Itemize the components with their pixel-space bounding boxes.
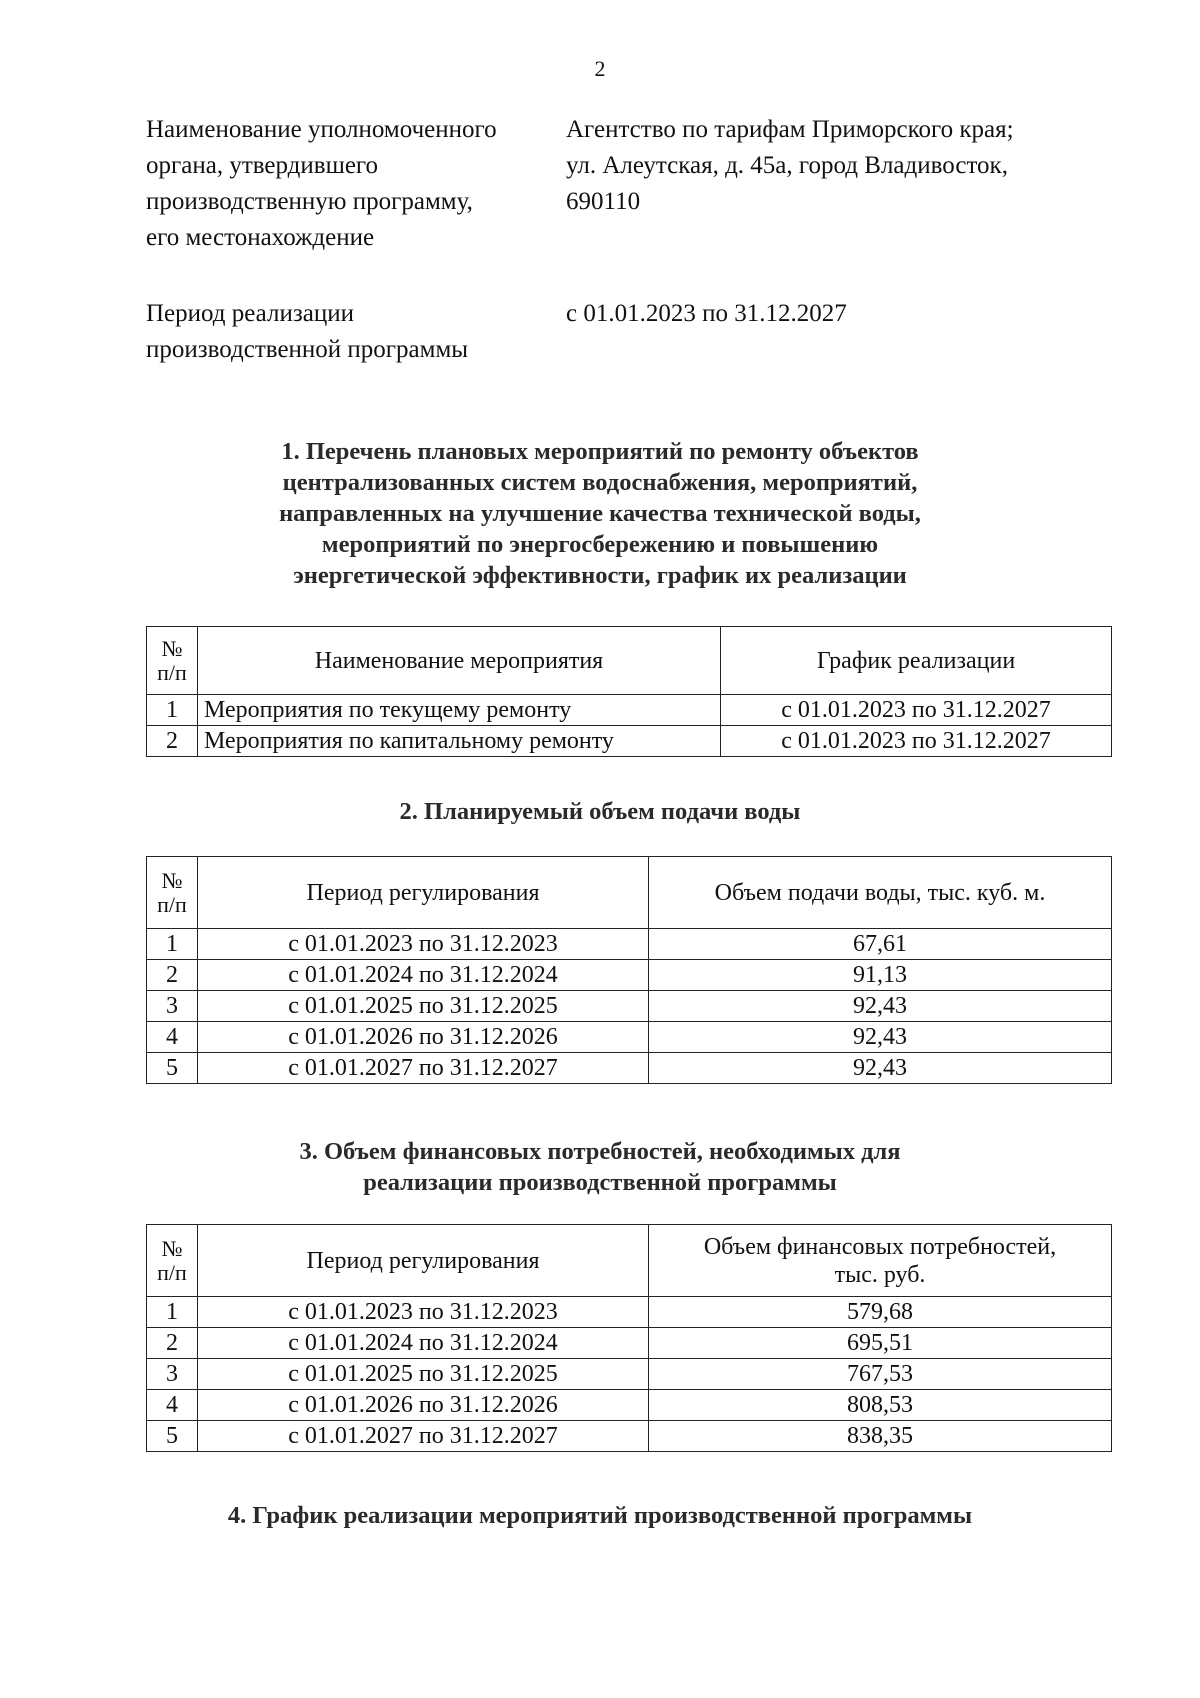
info-label: Период реализации производственной программы bbox=[146, 300, 469, 363]
info-value: с 01.01.2023 по 31.12.2027 bbox=[566, 300, 847, 327]
heading-line: 3. Объем финансовых потребностей, необходимых для bbox=[299, 1138, 901, 1165]
table-row bbox=[147, 695, 1112, 726]
heading-line: 2. Планируемый объем подачи воды bbox=[399, 798, 801, 825]
table-cell: 1 bbox=[147, 1297, 198, 1328]
table-cell: 92,43 bbox=[649, 1053, 1112, 1084]
table-cell: 1 bbox=[147, 695, 198, 726]
table-cell: 67,61 bbox=[649, 929, 1112, 960]
section-2-heading bbox=[0, 796, 1200, 827]
table-header-row bbox=[147, 857, 1112, 929]
table-row bbox=[147, 1053, 1112, 1084]
table-cell: 3 bbox=[147, 1359, 198, 1390]
table-cell: 2 bbox=[147, 1328, 198, 1359]
table-row bbox=[147, 929, 1112, 960]
table-cell: 91,13 bbox=[649, 960, 1112, 991]
section-3-heading bbox=[0, 1136, 1200, 1198]
table-cell: с 01.01.2023 по 31.12.2023 bbox=[198, 1297, 649, 1328]
table-cell: 695,51 bbox=[649, 1328, 1112, 1359]
section-4-heading bbox=[0, 1500, 1200, 1531]
info-value: Агентство по тарифам Приморского края; ул. Алеутская, д. 45а, город Владивосток, 690110 bbox=[566, 116, 1014, 215]
table-cell: с 01.01.2026 по 31.12.2026 bbox=[198, 1022, 649, 1053]
table-cell: с 01.01.2027 по 31.12.2027 bbox=[198, 1421, 649, 1452]
column-header: Период регулирования bbox=[198, 1225, 649, 1297]
table-row bbox=[147, 1328, 1112, 1359]
section-1-heading bbox=[0, 436, 1200, 591]
table-row bbox=[147, 1022, 1112, 1053]
table-cell: Мероприятия по капитальному ремонту bbox=[198, 726, 721, 757]
heading-line: 1. Перечень плановых мероприятий по ремонту объектов bbox=[281, 438, 919, 465]
table-cell: 3 bbox=[147, 991, 198, 1022]
heading-line: 4. График реализации мероприятий производственной программы bbox=[227, 1502, 973, 1529]
table-cell: 92,43 bbox=[649, 991, 1112, 1022]
table-row bbox=[147, 1297, 1112, 1328]
info-row-authority bbox=[146, 112, 1106, 256]
table-header-row bbox=[147, 627, 1112, 695]
table-cell: 4 bbox=[147, 1022, 198, 1053]
heading-line: направленных на улучшение качества технической воды, bbox=[279, 500, 921, 527]
table-financial-needs bbox=[146, 1224, 1112, 1452]
table-cell: 2 bbox=[147, 726, 198, 757]
column-header: Объем финансовых потребностей, тыс. руб. bbox=[649, 1225, 1112, 1297]
table-cell: с 01.01.2024 по 31.12.2024 bbox=[198, 960, 649, 991]
column-header: График реализации bbox=[721, 627, 1112, 695]
table-cell: с 01.01.2025 по 31.12.2025 bbox=[198, 991, 649, 1022]
table-cell: 5 bbox=[147, 1053, 198, 1084]
table-cell: 5 bbox=[147, 1421, 198, 1452]
info-row-period bbox=[146, 296, 1106, 368]
table-cell: с 01.01.2026 по 31.12.2026 bbox=[198, 1390, 649, 1421]
table-cell: с 01.01.2023 по 31.12.2027 bbox=[721, 726, 1112, 757]
column-header: № п/п bbox=[147, 857, 198, 929]
table-cell: 767,53 bbox=[649, 1359, 1112, 1390]
column-header: Период регулирования bbox=[198, 857, 649, 929]
table-cell: с 01.01.2024 по 31.12.2024 bbox=[198, 1328, 649, 1359]
table-cell: Мероприятия по текущему ремонту bbox=[198, 695, 721, 726]
heading-line: мероприятий по энергосбережению и повышению bbox=[321, 531, 879, 558]
table-cell: 4 bbox=[147, 1390, 198, 1421]
heading-line: энергетической эффективности, график их реализации bbox=[293, 562, 907, 589]
table-cell: 579,68 bbox=[649, 1297, 1112, 1328]
table-row bbox=[147, 1390, 1112, 1421]
table-activities bbox=[146, 626, 1112, 757]
table-row bbox=[147, 991, 1112, 1022]
column-header: Объем подачи воды, тыс. куб. м. bbox=[649, 857, 1112, 929]
table-cell: 92,43 bbox=[649, 1022, 1112, 1053]
column-header: № п/п bbox=[147, 627, 198, 695]
table-cell: с 01.01.2023 по 31.12.2027 bbox=[721, 695, 1112, 726]
table-row bbox=[147, 1421, 1112, 1452]
table-row bbox=[147, 960, 1112, 991]
table-cell: 838,35 bbox=[649, 1421, 1112, 1452]
table-row bbox=[147, 1359, 1112, 1390]
table-header-row bbox=[147, 1225, 1112, 1297]
table-cell: 1 bbox=[147, 929, 198, 960]
table-cell: 2 bbox=[147, 960, 198, 991]
table-cell: с 01.01.2025 по 31.12.2025 bbox=[198, 1359, 649, 1390]
table-water-supply bbox=[146, 856, 1112, 1084]
table-cell: с 01.01.2023 по 31.12.2023 bbox=[198, 929, 649, 960]
column-header: № п/п bbox=[147, 1225, 198, 1297]
page-number: 2 bbox=[594, 56, 606, 81]
heading-line: централизованных систем водоснабжения, мероприятий, bbox=[282, 469, 918, 496]
table-row bbox=[147, 726, 1112, 757]
table-cell: 808,53 bbox=[649, 1390, 1112, 1421]
column-header: Наименование мероприятия bbox=[198, 627, 721, 695]
table-cell: с 01.01.2027 по 31.12.2027 bbox=[198, 1053, 649, 1084]
heading-line: реализации производственной программы bbox=[363, 1169, 837, 1196]
info-label: Наименование уполномоченного органа, утвердившего производственную программу, его местонахождение bbox=[146, 116, 497, 251]
